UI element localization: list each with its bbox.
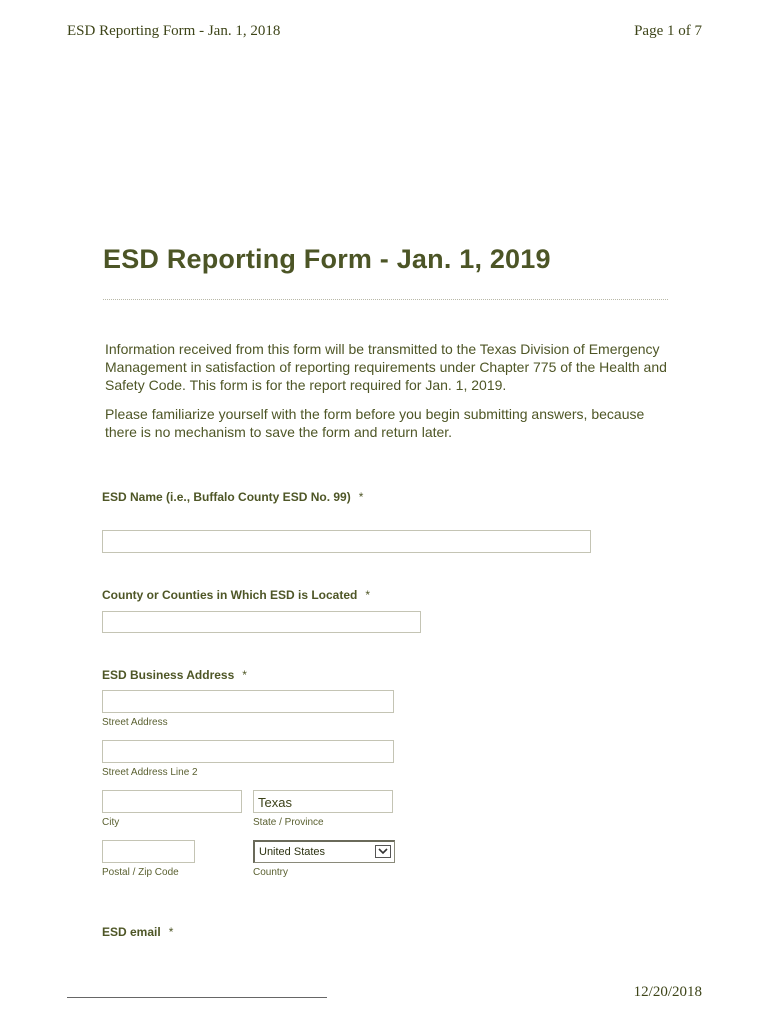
city-sublabel: City <box>102 817 120 828</box>
business-address-label <box>102 668 247 682</box>
intro-text <box>105 340 675 452</box>
required-marker: * <box>168 925 174 939</box>
esd-name-value <box>103 531 590 536</box>
counties-input[interactable] <box>102 611 421 633</box>
counties-label-text: County or Counties in Which ESD is Located <box>102 588 358 602</box>
city-value <box>103 791 241 796</box>
esd-email-label <box>102 925 173 939</box>
chevron-down-icon[interactable] <box>375 845 391 858</box>
title-divider <box>103 299 668 300</box>
footer-rule <box>67 997 327 998</box>
counties-value <box>103 612 420 617</box>
intro-paragraph-1: Information received from this form will be transmitted to the Texas Division of Emergency Management in satisfaction of reporting requirements under Chapter 775 of the Health and Safety Code. This form is for the report required for Jan. 1, 2019. <box>105 341 667 393</box>
street-address-line2-sublabel: Street Address Line 2 <box>102 767 198 778</box>
city-input[interactable] <box>102 790 242 813</box>
street-address-input[interactable] <box>102 690 394 713</box>
esd-name-label-text: ESD Name (i.e., Buffalo County ESD No. 99) <box>102 490 351 504</box>
country-select[interactable] <box>253 840 395 863</box>
required-marker: * <box>242 668 247 682</box>
page-number: Page 1 of 7 <box>634 23 702 39</box>
footer-date: 12/20/2018 <box>633 984 702 1000</box>
zip-sublabel: Postal / Zip Code <box>102 867 179 878</box>
esd-name-input[interactable] <box>102 530 591 553</box>
esd-name-label <box>102 490 363 504</box>
running-header-title: ESD Reporting Form - Jan. 1, 2018 <box>67 23 281 39</box>
country-sublabel: Country <box>253 867 289 878</box>
intro-paragraph-2: Please familiarize yourself with the form before you begin submitting answers, because there is no mechanism to save the form and return later. <box>105 406 645 440</box>
state-value: Texas <box>258 795 292 810</box>
street-address-line2-input[interactable] <box>102 740 394 763</box>
zip-input[interactable] <box>102 840 195 863</box>
street-address-sublabel: Street Address <box>102 717 168 728</box>
business-address-label-text: ESD Business Address <box>102 668 235 682</box>
required-marker: * <box>365 588 371 602</box>
required-marker: * <box>358 490 364 504</box>
country-selected-value: United States <box>259 846 326 858</box>
form-title: ESD Reporting Form - Jan. 1, 2019 <box>103 244 551 274</box>
counties-label <box>102 588 370 602</box>
zip-value <box>103 841 194 846</box>
street-address-line2-value <box>103 741 393 746</box>
esd-email-label-text: ESD email <box>102 925 161 939</box>
state-input[interactable] <box>253 790 393 813</box>
state-sublabel: State / Province <box>253 817 324 828</box>
street-address-value <box>103 691 393 696</box>
